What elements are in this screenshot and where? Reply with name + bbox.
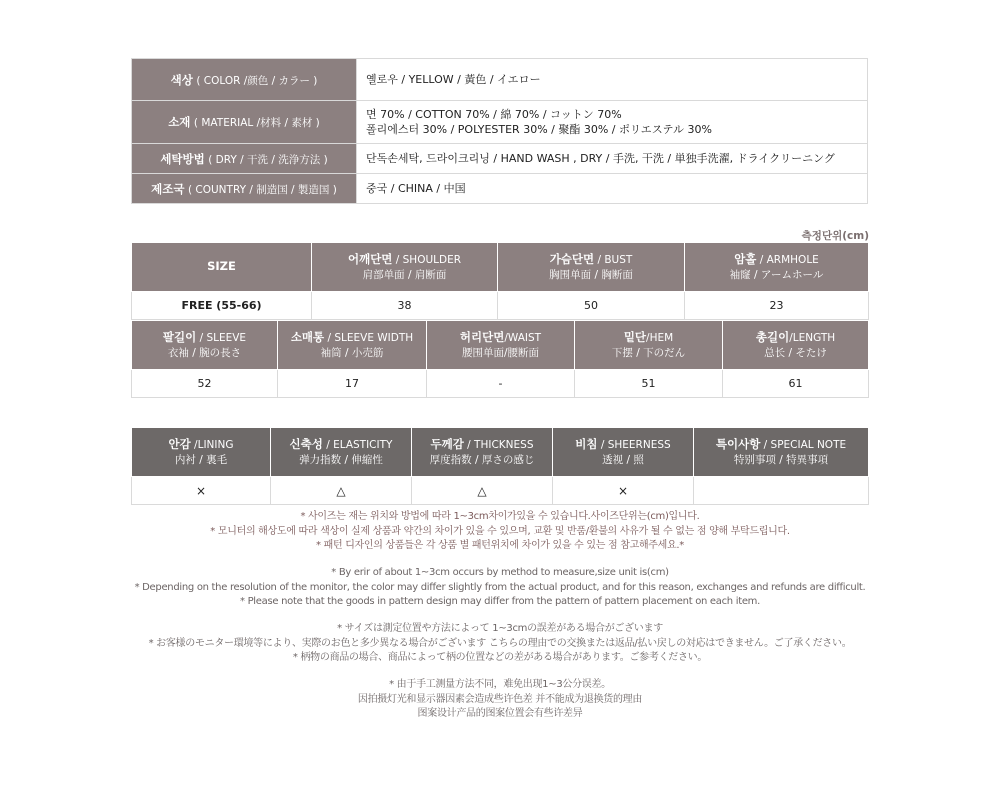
info-value-line: 폴리에스터 30% / POLYESTER 30% / 聚酯 30% / ポリエステル 30% [366, 123, 712, 136]
header-main: 어깨단면 [347, 251, 393, 266]
info-label-ko: 색상 [170, 72, 193, 87]
info-label-sub: ( COLOR /颜色 / カラー ) [196, 74, 318, 87]
lining-value: × [132, 477, 271, 505]
armhole-value: 23 [685, 292, 869, 320]
info-label-sub: ( COUNTRY / 制造国 / 製造国 ) [187, 183, 337, 196]
elasticity-header [271, 428, 412, 477]
header-main: 특이사항 [715, 436, 761, 451]
note-line: * By erir of about 1~3cm occurs by method to measure,size unit is(cm) [331, 567, 669, 578]
header-sub: / SLEEVE WIDTH [324, 331, 414, 344]
info-label-sub: ( DRY / 干洗 / 洗浄方法 ) [208, 153, 328, 166]
header-main: 두께감 [430, 436, 464, 451]
header-main: 암홀 [734, 251, 757, 266]
header-sub: / THICKNESS [463, 438, 534, 451]
info-label-ko: 제조국 [151, 181, 185, 196]
thickness-value: △ [412, 477, 553, 505]
elasticity-value: △ [271, 477, 412, 505]
note-line: 图案设计产品的图案位置会有些许差异 [417, 708, 583, 719]
size-header-row [132, 243, 869, 292]
info-label-country [132, 174, 357, 204]
notes-english [100, 566, 900, 610]
info-label-sub: ( MATERIAL /材料 / 素材 ) [193, 117, 320, 129]
sheerness-header [553, 428, 694, 477]
header-line2: 衣袖 / 腕の長さ [167, 346, 242, 359]
header-line2: 腰围单面/腰断面 [461, 346, 540, 359]
info-row-color [132, 59, 868, 101]
header-sub: / SHOULDER [392, 253, 462, 266]
header-line2: 袖窿 / アームホール [729, 268, 824, 281]
size-value: FREE (55-66) [132, 292, 312, 320]
header-line2: 内衬 / 裏毛 [174, 453, 228, 466]
header-line2: 弹力指数 / 伸縮性 [299, 453, 383, 466]
note-line: * 柄物の商品の場合、商品によって柄の位置などの差がある場合があります。ご参考ください。 [292, 652, 708, 663]
note-line: * 由于手工测量方法不同，难免出现1~3公分误差。 [389, 679, 611, 690]
note-line: * 모니터의 해상도에 따라 색상이 실제 상품과 약간의 차이가 있을 수 있으며, 교환 및 반품/환불의 사유가 될 수 없는 점 양해 부탁드립니다. [210, 525, 790, 537]
header-sub: / BUST [594, 253, 633, 266]
sleeve-width-value: 17 [278, 370, 427, 398]
hem-header [575, 321, 723, 370]
note-line: * Depending on the resolution of the monitor, the color may differ slightly from the actual product, and for this reason, exchanges and refunds are difficult. [134, 581, 866, 593]
measurement-value-row [132, 370, 869, 398]
armhole-header [685, 243, 869, 292]
sleeve-value: 52 [132, 370, 278, 398]
fabric-header-row [132, 428, 869, 477]
header-sub: /WAIST [504, 331, 542, 344]
thickness-header [412, 428, 553, 477]
header-sub: / SLEEVE [196, 331, 247, 344]
header-main: 비침 [575, 436, 598, 451]
length-header [723, 321, 869, 370]
header-main: 소매통 [290, 329, 325, 344]
notes-chinese [100, 678, 900, 722]
header-line2: 袖筒 / 小売筋 [320, 346, 384, 359]
sleeve-width-header [278, 321, 427, 370]
header-line2: 透视 / 照 [602, 453, 644, 466]
header-main: 신축성 [289, 436, 323, 451]
bust-header [498, 243, 685, 292]
product-info-table [131, 58, 868, 204]
measurement-table [131, 320, 869, 398]
info-row-material [132, 101, 868, 144]
info-value-color [357, 59, 868, 101]
shoulder-value: 38 [312, 292, 498, 320]
waist-value: - [427, 370, 575, 398]
notes-japanese [100, 622, 900, 666]
info-value-line: 단독손세탁, 드라이크리닝 / HAND WASH , DRY / 手洗, 干洗 / 単独手洗濯, ドライクリーニング [366, 152, 835, 165]
header-line2: 胸围单面 / 胸断面 [549, 268, 633, 281]
sheerness-value: × [553, 477, 694, 505]
header-main: 허리단면 [459, 329, 505, 344]
note-line: * 사이즈는 재는 위치와 방법에 따라 1~3cm차이가있을 수 있습니다.사이즈단위는(cm)입니다. [300, 511, 700, 522]
info-label-washing [132, 144, 357, 174]
header-sub: / SHEERNESS [597, 438, 671, 451]
info-value-washing [357, 144, 868, 174]
info-row-country [132, 174, 868, 204]
info-label-material [132, 101, 357, 144]
info-value-line: 옐로우 / YELLOW / 黃色 / イエロー [366, 73, 541, 86]
measurement-header-row [132, 321, 869, 370]
info-value-line: 면 70% / COTTON 70% / 綿 70% / コットン 70% [366, 108, 622, 121]
header-sub: /HEM [646, 331, 674, 344]
note-line: * 패턴 디자인의 상품들은 각 상품 별 패턴위치에 차이가 있을 수 있는 점 참고해주세요.* [316, 540, 684, 551]
special-note-header [694, 428, 869, 477]
sleeve-header [132, 321, 278, 370]
waist-header [427, 321, 575, 370]
fabric-value-row [132, 477, 869, 505]
hem-value: 51 [575, 370, 723, 398]
bust-value: 50 [498, 292, 685, 320]
info-label-ko: 세탁방법 [160, 151, 205, 166]
unit-note: 측정단위(cm) [801, 230, 869, 242]
header-sub: / SPECIAL NOTE [760, 438, 847, 451]
header-main: SIZE [207, 259, 236, 273]
size-header [132, 243, 312, 292]
info-value-country [357, 174, 868, 204]
header-sub: / ELASTICITY [322, 438, 393, 451]
header-line2: 厚度指数 / 厚さの感じ [429, 453, 535, 466]
header-main: 가슴단면 [549, 251, 595, 266]
header-line2: 下摆 / 下のだん [611, 346, 686, 359]
note-line: * Please note that the goods in pattern design may differ from the pattern of pattern placement on each item. [240, 596, 760, 607]
header-line2: 总长 / そたけ [764, 346, 827, 359]
size-value-row [132, 292, 869, 320]
header-line2: 特别事项 / 特異事項 [733, 453, 829, 466]
size-table [131, 242, 869, 320]
info-row-washing [132, 144, 868, 174]
header-sub: /LENGTH [789, 331, 836, 344]
note-line: * お客様のモニター環境等により、実際のお色と多少異なる場合がございます こちらの理由での交換または返品/払い戻しの対応はできません。ご了承ください。 [148, 637, 852, 649]
lining-header [132, 428, 271, 477]
notes-korean [100, 510, 900, 554]
info-value-line: 중국 / CHINA / 中国 [366, 182, 466, 195]
fabric-table [131, 427, 869, 505]
header-main: 팔길이 [162, 329, 197, 344]
shoulder-header [312, 243, 498, 292]
special-note-value [694, 477, 869, 505]
header-main: 밑단 [623, 329, 647, 344]
info-label-color [132, 59, 357, 101]
header-sub: /LINING [190, 438, 234, 451]
header-sub: / ARMHOLE [756, 253, 819, 266]
info-label-ko: 소재 [168, 115, 191, 129]
header-line2: 肩部单面 / 肩断面 [362, 268, 447, 281]
header-main: 안감 [168, 436, 191, 451]
info-value-material [357, 101, 868, 144]
note-line: 因拍摄灯光和显示器因素会造成些许色差 并不能成为退换货的理由 [357, 693, 643, 705]
header-main: 총길이 [755, 329, 790, 344]
note-line: * サイズは測定位置や方法によって 1~3cmの誤差がある場合がございます [337, 623, 663, 634]
length-value: 61 [723, 370, 869, 398]
